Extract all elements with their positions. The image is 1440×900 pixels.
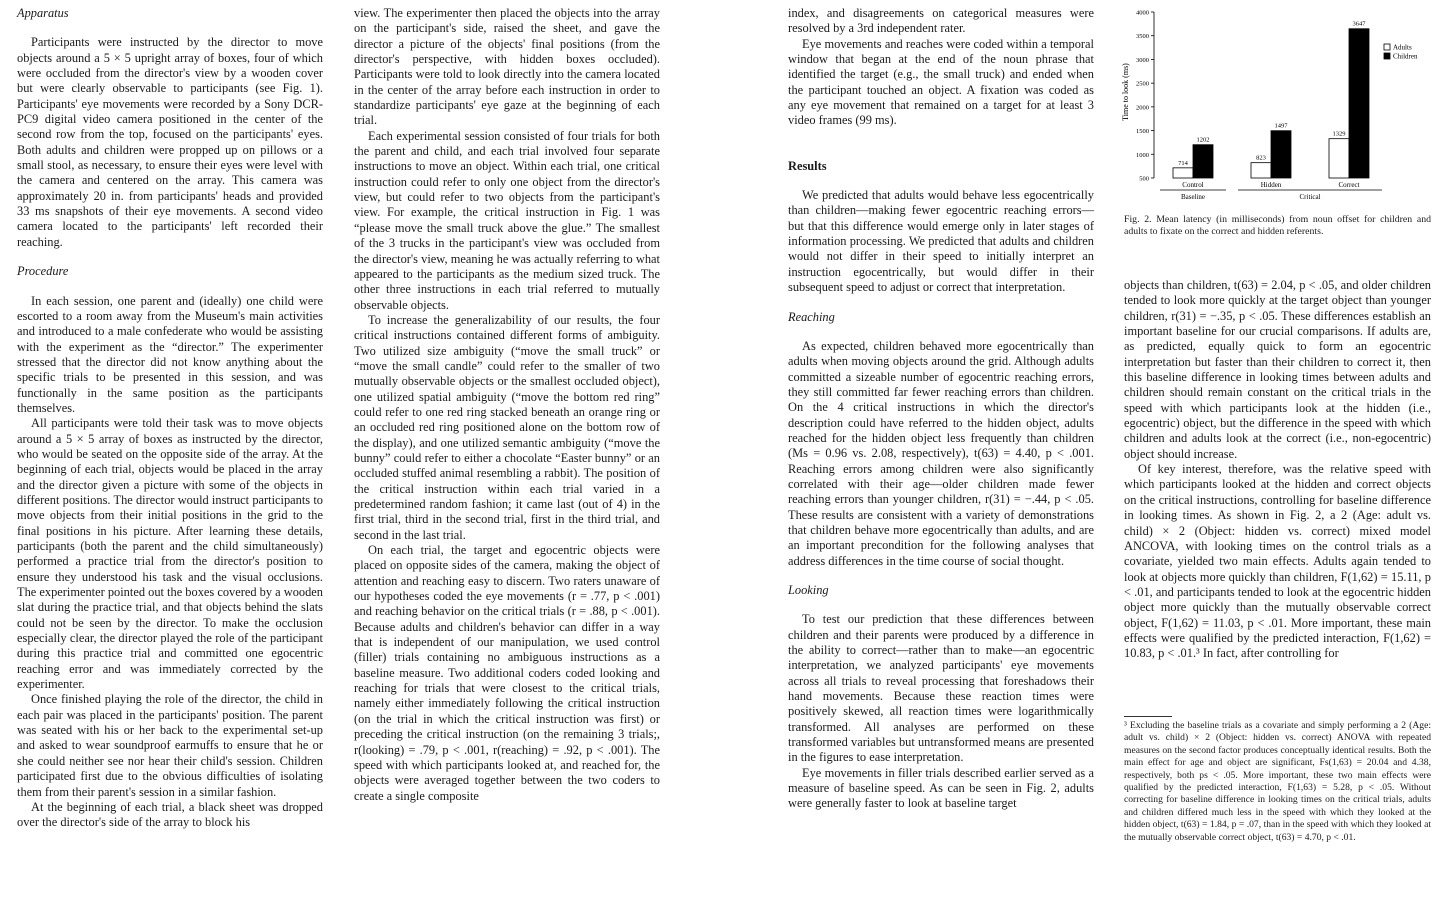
x-group-label: Critical bbox=[1299, 193, 1321, 201]
y-tick-label: 4000 bbox=[1136, 9, 1149, 17]
text-column-1 bbox=[17, 6, 323, 831]
y-tick-label: 500 bbox=[1139, 175, 1149, 183]
y-axis-label: Time to look (ms) bbox=[1121, 63, 1130, 121]
text-column-3 bbox=[788, 6, 1094, 812]
y-tick-label: 1500 bbox=[1136, 128, 1149, 136]
text-column-2 bbox=[354, 6, 660, 804]
y-tick-label: 2500 bbox=[1136, 80, 1149, 88]
figure-caption: Fig. 2. Mean latency (in milliseconds) from noun offset for children and adults to fixate on the correct and hidden referents. bbox=[1124, 214, 1431, 238]
bar-value-label: 714 bbox=[1178, 159, 1188, 167]
bar-value-label: 1329 bbox=[1332, 130, 1346, 138]
section-heading-results: Results bbox=[788, 158, 827, 173]
footnote: ³ Excluding the baseline trials as a covariate and simply performing a 2 (Age: adult vs. child) × 2 (Object: hidden vs. correct) ANOVA with repeated measures on the second factor produces conceptually identical results. Both the main effect for age and object are significant, Fs(1,63) = 20.04 and 4.38, respectively, both ps < .05. More important, these two main effects were qualified by the predicted interaction, F(1,63) = 5.28, p < .05. Without correcting for baseline difference in looking times on the critical trials, adults and children differed much less in the speed with which they looked at the hidden object, t(63) = 1.84, p = .07, than in the speed with which they looked at the mutually observable correct object, t(63) = 4.70, p < .01. bbox=[1124, 720, 1431, 843]
paragraph-part: r = .77, p < .001) and reaching behavior on the critical trials (r = .88, p < .001). Because adults and children's behavior can differ in a way that is independent of our manipulation, we used control (filler) trials containing no ambiguous instructions as a baseline measure. Two additional coders coded looking and reaching for trials that were closest to the critical trials, namely either immediately following the critical instruction (on the trial in which the critical instruction was first) or preceding the critical instruction (on the remaining 3 trials;, r(looking) = .79, p < .001, r(reaching) = .92, p < .001). The speed with which participants looked at, and reached for, the objects were averaged together between the two coders to create a single composite bbox=[354, 589, 660, 803]
bar-value-label: 1202 bbox=[1196, 136, 1210, 144]
bar-adults-control bbox=[1173, 168, 1193, 178]
section-heading-procedure: Procedure bbox=[17, 264, 69, 279]
y-tick-label: 2000 bbox=[1136, 104, 1149, 112]
paragraph: As expected, children behaved more egocentrically than adults when moving objects around the grid. Although adults committed a sizeable number of egocentric reaching errors, they still committed far fewer reaching errors than children. On the 4 critical instructions in which the director's description could have referred to the hidden object, adults reached for the hidden object less frequently than children (Ms = 0.96 vs. 2.08, respectively), t(63) = 4.40, p < .001. Reaching errors among children were also significantly correlated with their age—older children made fewer reaching errors than younger children, r(31) = −.44, p < .05. These results are consistent with a variety of demonstrations that children behave more egocentrically than adults, and are an important precondition for the following analyses that address differences in the time course of social thought. bbox=[788, 338, 1094, 568]
y-tick-label: 1000 bbox=[1136, 151, 1149, 159]
x-category-label: Correct bbox=[1338, 181, 1360, 189]
bar-children-correct bbox=[1349, 29, 1369, 178]
paragraph bbox=[354, 543, 660, 804]
legend-swatch-children bbox=[1384, 53, 1390, 59]
section-heading-apparatus: Apparatus bbox=[17, 6, 69, 20]
paragraph: At the beginning of each trial, a black sheet was dropped over the director's side of the array to block his bbox=[17, 799, 323, 830]
paragraph: Each experimental session consisted of four trials for both the parent and child, and each trial involved four separate instructions to move an object. Within each trial, one critical instruction could refer to only one object from the director's view, but could refer to two objects from the participant's view. For example, the critical instruction in Fig. 1 was “please move the small truck above the glue.” The smallest of the 3 trucks in the participant's view was occluded from the director's view, meaning he was actually referring to what appeared to the participants as the medium sized truck. The other three instructions in each trial referred to mutually observable objects. bbox=[354, 128, 660, 312]
paragraph: Eye movements and reaches were coded within a temporal window that began at the end of the noun phrase that identified the target (e.g., the small truck) and ended when the participant touched an object. A fixation was coded as any eye movement that remained on a target for at least 3 video frames (99 ms). bbox=[788, 36, 1094, 128]
figure-2-bar-chart bbox=[1118, 2, 1434, 208]
legend-swatch-adults bbox=[1384, 44, 1390, 50]
legend-label-children: Children bbox=[1393, 52, 1418, 61]
y-tick-label: 3500 bbox=[1136, 33, 1149, 41]
paragraph: We predicted that adults would behave less egocentrically than children—making fewer egocentric reaching errors—but that this difference would emerge only in later stages of information processing. We predicted that adults and children would not differ in their speed to initially interpret an instruction egocentrically, but would differ in their subsequent speed to adjust or correct that interpretation. bbox=[788, 188, 1094, 295]
paragraph: Participants were instructed by the director to move objects around a 5 × 5 upright array of boxes, four of which were occluded from the director's view by a wooden cover but were clearly observable to participants (see Fig. 1). Participants' eye movements were recorded by a Sony DCR-PC9 digital video camera positioned in the center of the second row from the top, focused on the participants' eyes. Both adults and children were propped up on pillows or a small stool, as necessary, to ensure their eyes were level with the camera and centered on the array. This camera was approximately 20 in. from participants' heads and provided 33 ms snapshots of their eye movements. A second video camera located to the participants' left recorded their reaching. bbox=[17, 35, 323, 249]
paragraph: view. The experimenter then placed the objects into the array on the participant's side, raised the sheet, and gave the director a picture of the objects' final positions (from the director's perspective, with hidden boxes occluded). Participants were told to look directly into the camera located in the center of the array before each instruction in order to standardize participants' eye gaze at the beginning of each trial. bbox=[354, 6, 660, 128]
paragraph: objects than children, t(63) = 2.04, p < .05, and older children tended to look more quickly at the target object than younger children, r(31) = −.35, p < .05. These differences establish an important baseline for our crucial comparisons. If adults are, as predicted, equally quick to form an egocentric interpretation but faster than their children to correct it, then this baseline difference in looking times between adults and children should remain constant on the critical trials in the speed with which participants look at the hidden (i.e., egocentric) object, but the difference in the speed with which children and adults look at the correct (i.e., non-egocentric) object should increase. bbox=[1124, 278, 1431, 461]
section-heading-reaching: Reaching bbox=[788, 309, 835, 324]
paragraph: All participants were told their task was to move objects around a 5 × 5 array of boxes as instructed by the director, who would be seated on the opposite side of the array. At the beginning of each trial, objects would be placed in the array and the director given a picture with some of the objects in different positions. The director would instruct participants to move objects from their initial positions in the grid to the final positions in his picture. After learning these details, participants (both the parent and the child simultaneously) performed a practice trial from the director's position to ensure they understood his task and the visual occlusions. The experimenter pointed out the boxes covered by a wooden slat during the practice trial, and that objects behind the slats could not be seen by the director. To make the occlusion especially clear, the director played the role of the participant during this practice trial and committed one egocentric reaching error and was immediately corrected by the experimenter. bbox=[17, 416, 323, 692]
paragraph-part: On each trial, the target and egocentric objects were placed on opposite sides of the camera, making the object of attention and reaching easy to discern. Two raters unaware of our hypotheses coded the eye movements ( bbox=[354, 543, 660, 604]
paragraph: Once finished playing the role of the director, the child in each pair was placed in the participants' position. The parent was seated with his or her back to the experimental set-up and asked to wear soundproof earmuffs to ensure that he or she could neither see nor hear their child's session. Children participated first due to the obvious difficulties of isolating them from their parent's session in a similar fashion. bbox=[17, 692, 323, 799]
y-tick-label: 3000 bbox=[1136, 56, 1149, 64]
x-group-label: Baseline bbox=[1180, 193, 1206, 201]
bar-adults-hidden bbox=[1251, 163, 1271, 178]
bar-value-label: 823 bbox=[1256, 154, 1266, 162]
paragraph: Eye movements in filler trials described earlier served as a measure of baseline speed. As can be seen in Fig. 2, adults were generally faster to look at baseline target bbox=[788, 765, 1094, 811]
bar-children-hidden bbox=[1271, 131, 1291, 178]
section-heading-looking: Looking bbox=[788, 583, 829, 597]
x-category-label: Control bbox=[1182, 181, 1204, 189]
legend-label-adults: Adults bbox=[1393, 43, 1412, 52]
bar-value-label: 3647 bbox=[1352, 20, 1366, 28]
bar-adults-correct bbox=[1329, 139, 1349, 178]
paragraph: index, and disagreements on categorical measures were resolved by a 3rd independent rater. bbox=[788, 6, 1094, 36]
footnote-divider bbox=[1124, 716, 1172, 717]
paragraph: Of key interest, therefore, was the relative speed with which participants looked at the hidden and correct objects on the critical instructions, controlling for baseline difference in looking times. As shown in Fig. 2, a 2 (Age: adult vs. child) × 2 (Object: hidden vs. correct) mixed model ANCOVA, with looking times on the control trials as a covariate, yielded two main effects. Adults again tended to look at objects more quickly than children, F(1,62) = 15.11, p < .01, and participants tended to look at the egocentric hidden object more quickly than the mutually observable correct object, F(1,62) = 11.03, p < .01. More important, these main effects were qualified by the predicted interaction, F(1,62) = 10.83, p < .01.³ In fact, after controlling for bbox=[1124, 462, 1431, 661]
paragraph: To test our prediction that these differences between children and their parents were produced by a difference in the ability to correct—rather than to make—an egocentric interpretation, we analyzed participants' eye movements across all trials to reveal processing that foreshadows their hand movements. Because these reaction times were positively skewed, all reaction times were logarithmically transformed. All analyses are performed on these transformed variables but untransformed means are presented in the figures to ease interpretation. bbox=[788, 612, 1094, 765]
text-column-4 bbox=[1124, 278, 1431, 662]
paragraph: To increase the generalizability of our results, the four critical instructions contained different forms of ambiguity. Two utilized size ambiguity (“move the small truck” or “move the small candle” could refer to the smaller of two mutually observable objects or the smallest occluded object), one utilized spatial ambiguity (“move the bottom red ring” could refer to one red ring stacked beneath an orange ring or an occluded red ring positioned alone on the bottom row of the display), and one utilized semantic ambiguity (“move the bunny” could refer to either a chocolate “Easter bunny” or an occluded stuffed animal resembling a rabbit). The position of the critical instruction within each trial varied in a predetermined random fashion; it came last (out of 4) in the first trial, third in the second trial, first in the third trial, and second in the last trial. bbox=[354, 312, 660, 542]
x-category-label: Hidden bbox=[1260, 181, 1282, 189]
bar-children-control bbox=[1193, 145, 1213, 178]
paragraph: In each session, one parent and (ideally) one child were escorted to a room away from the Museum's main activities and introduced to a male confederate who would be assisting with the experiment as the “director.” The experimenter stressed that the director did not know anything about the specific trials to be presented in this session, and was functionally in the same position as the participants themselves. bbox=[17, 293, 323, 415]
bar-value-label: 1497 bbox=[1274, 122, 1288, 130]
